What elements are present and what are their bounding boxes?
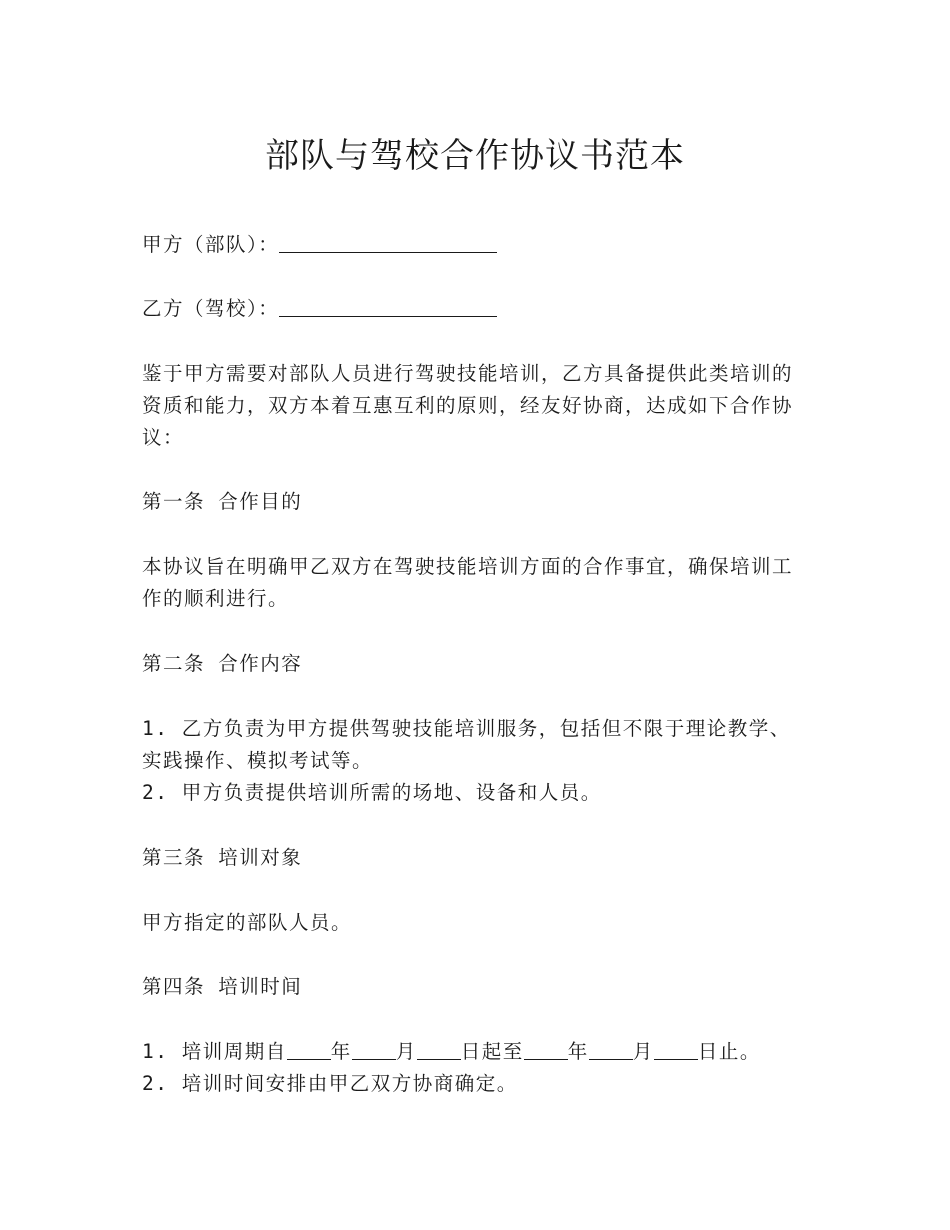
article1-heading: 第一条 合作目的 <box>142 490 303 513</box>
party-a-blank[interactable] <box>279 230 497 253</box>
end-day-blank[interactable] <box>654 1037 698 1060</box>
end-month-blank[interactable] <box>589 1037 633 1060</box>
article2-item2: 2. 甲方负责提供培训所需的场地、设备和人员。 <box>142 781 602 804</box>
article2-heading: 第二条 合作内容 <box>142 652 303 675</box>
document-title: 部队与驾校合作协议书范本 <box>265 136 685 176</box>
party-a-line <box>142 229 802 261</box>
day-to-label: 日止。 <box>697 1040 761 1063</box>
year-label: 年 <box>330 1040 352 1063</box>
start-month-blank[interactable] <box>352 1037 396 1060</box>
article4-heading: 第四条 培训时间 <box>142 975 303 998</box>
article3-heading: 第三条 培训对象 <box>142 846 303 869</box>
day-from-label: 日起至 <box>460 1040 524 1063</box>
start-day-blank[interactable] <box>417 1037 461 1060</box>
article1-body: 本协议旨在明确甲乙双方在驾驶技能培训方面的合作事宜，确保培训工作的顺利进行。 <box>142 555 794 610</box>
party-b-blank[interactable] <box>279 294 497 317</box>
article2-item1: 1. 乙方负责为甲方提供驾驶技能培训服务，包括但不限于理论教学、实践操作、模拟考试等。 <box>142 717 791 772</box>
article4-item2: 2. 培训时间安排由甲乙双方协商确定。 <box>142 1072 518 1095</box>
article4-item1 <box>142 1036 802 1068</box>
start-year-blank[interactable] <box>287 1037 331 1060</box>
party-b-line <box>142 293 802 325</box>
month-label: 月 <box>632 1040 654 1063</box>
party-a-label: 甲方（部队）： <box>142 233 280 256</box>
party-b-label: 乙方（驾校）： <box>142 297 280 320</box>
period-prefix: 1. 培训周期自 <box>142 1040 287 1063</box>
preamble: 鉴于甲方需要对部队人员进行驾驶技能培训，乙方具备提供此类培训的资质和能力，双方本着互惠互利的原则，经友好协商，达成如下合作协议： <box>142 362 794 449</box>
end-year-blank[interactable] <box>524 1037 568 1060</box>
year-label: 年 <box>567 1040 589 1063</box>
article3-body: 甲方指定的部队人员。 <box>142 911 353 934</box>
article4-items <box>142 1036 802 1100</box>
month-label: 月 <box>395 1040 417 1063</box>
article2-items <box>142 713 802 809</box>
